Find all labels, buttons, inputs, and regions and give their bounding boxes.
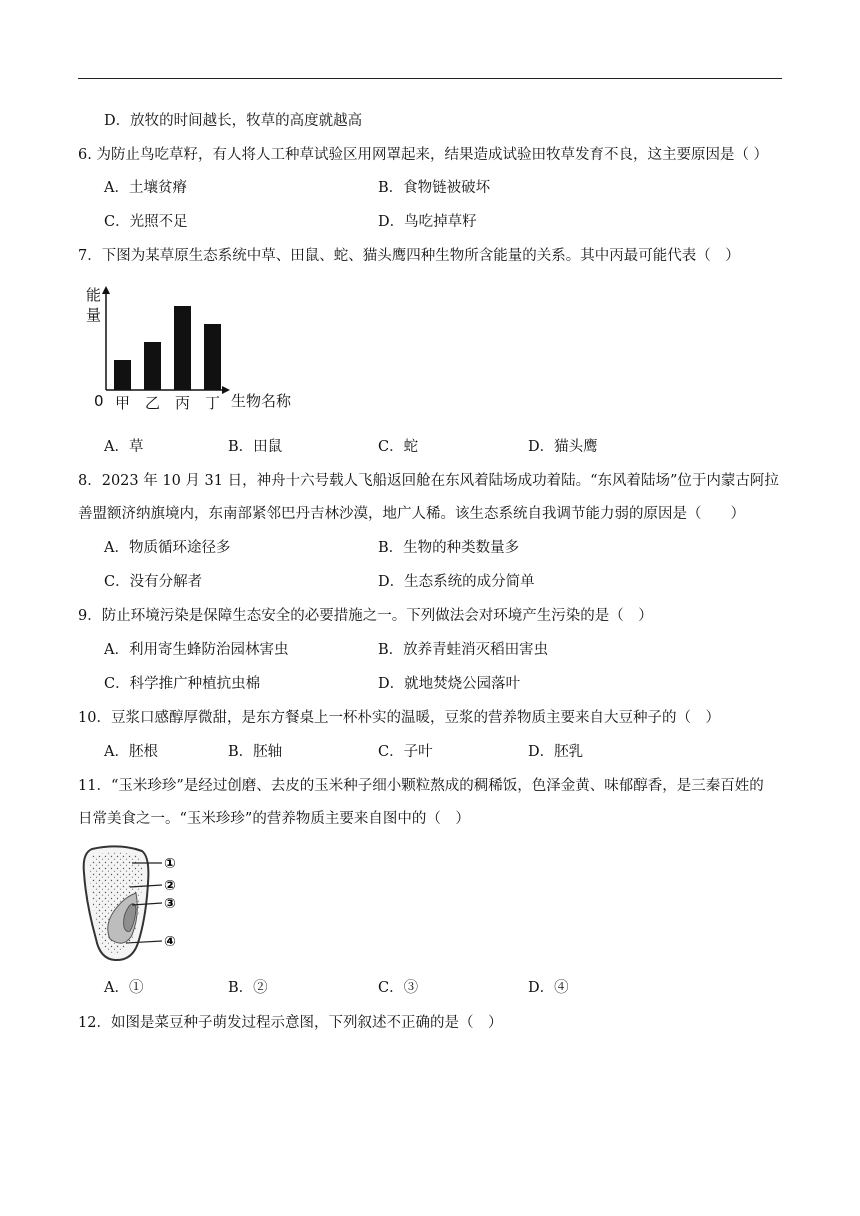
q8-stem-line2: 善盟额济纳旗境内，东南部紧邻巴丹吉林沙漠，地广人稀。该生态系统自我调节能力弱的原因是（ ）	[78, 506, 745, 522]
q11-option-a: A．①	[104, 980, 144, 996]
category-label: 乙	[144, 394, 161, 412]
q9-option-a: A．利用寄生蜂防治园林害虫	[104, 642, 289, 658]
q10-option-c: C．子叶	[378, 744, 433, 760]
y-axis-label-char: 能	[86, 286, 102, 304]
q8-stem-line1: 8．2023 年 10 月 31 日，神舟十六号载人飞船返回舱在东风着陆场成功着陆。“东风着陆场”位于内蒙古阿拉	[78, 473, 779, 489]
q7-option-b: B．田鼠	[228, 439, 283, 455]
x-axis-arrow	[222, 386, 230, 394]
q9-stem: 9．防止环境污染是保障生态安全的必要措施之一。下列做法会对环境产生污染的是（ ）	[78, 608, 653, 624]
y-axis-label-char: 量	[86, 306, 102, 324]
q8-option-b: B．生物的种类数量多	[378, 540, 520, 556]
q8-option-d: D．生态系统的成分简单	[378, 574, 535, 590]
corn-seed-diagram	[80, 843, 190, 965]
q9-option-d: D．就地焚烧公园落叶	[378, 676, 521, 692]
label-4: ④	[164, 934, 176, 950]
label-3: ③	[164, 896, 176, 912]
bar-甲	[114, 360, 131, 390]
bar-丙	[174, 306, 191, 390]
q8-option-a: A．物质循环途径多	[104, 540, 231, 556]
q10-option-b: B．胚轴	[228, 744, 283, 760]
q6-stem: 6. 为防止鸟吃草籽，有人将人工种草试验区用网罩起来，结果造成试验田牧草发育不良，这主要原因是（ ）	[78, 147, 769, 163]
category-label: 甲	[114, 394, 131, 412]
q11-option-b: B．②	[228, 980, 268, 996]
bar-丁	[204, 324, 221, 390]
bar-乙	[144, 342, 161, 390]
q6-option-d: D．鸟吃掉草籽	[378, 214, 477, 230]
q11-stem-line2: 日常美食之一。“玉米珍珍”的营养物质主要来自图中的（ ）	[78, 811, 470, 827]
q10-stem: 10．豆浆口感醇厚微甜，是东方餐桌上一杯朴实的温暖，豆浆的营养物质主要来自大豆种子的（ ）	[78, 710, 720, 726]
category-label: 丁	[204, 394, 221, 412]
q6-option-a: A．土壤贫瘠	[104, 180, 187, 196]
y-axis-arrow	[102, 286, 110, 294]
q11-option-d: D．④	[528, 980, 569, 996]
q7-option-d: D．猫头鹰	[528, 439, 598, 455]
label-2: ②	[164, 878, 176, 894]
q11-stem-line1: 11．“玉米珍珍”是经过创磨、去皮的玉米种子细小颗粒熬成的稠稀饭，色泽金黄、味郁醇香，是三秦百姓的	[78, 778, 764, 794]
q6-option-c: C．光照不足	[104, 214, 188, 230]
x-axis-label: 生物名称	[231, 392, 292, 410]
q7-option-c: C．蛇	[378, 439, 419, 455]
q9-option-b: B．放养青蛙消灭稻田害虫	[378, 642, 549, 658]
q6-option-b: B．食物链被破坏	[378, 180, 491, 196]
category-label: 丙	[174, 394, 191, 412]
q10-option-a: A．胚根	[104, 744, 158, 760]
q5-option-d: D．放牧的时间越长，牧草的高度就越高	[104, 113, 363, 129]
q9-option-c: C．科学推广种植抗虫棉	[104, 676, 261, 692]
q7-energy-bar-chart	[80, 280, 310, 420]
header-rule	[78, 78, 782, 79]
q7-stem: 7．下图为某草原生态系统中草、田鼠、蛇、猫头鹰四种生物所含能量的关系。其中丙最可能代表（ ）	[78, 248, 740, 264]
label-1: ①	[164, 856, 176, 872]
q7-option-a: A．草	[104, 439, 144, 455]
q8-option-c: C．没有分解者	[104, 574, 203, 590]
origin-label: 0	[94, 392, 104, 410]
q11-option-c: C．③	[378, 980, 419, 996]
q10-option-d: D．胚乳	[528, 744, 584, 760]
q12-stem: 12．如图是菜豆种子萌发过程示意图，下列叙述不正确的是（ ）	[78, 1015, 503, 1031]
